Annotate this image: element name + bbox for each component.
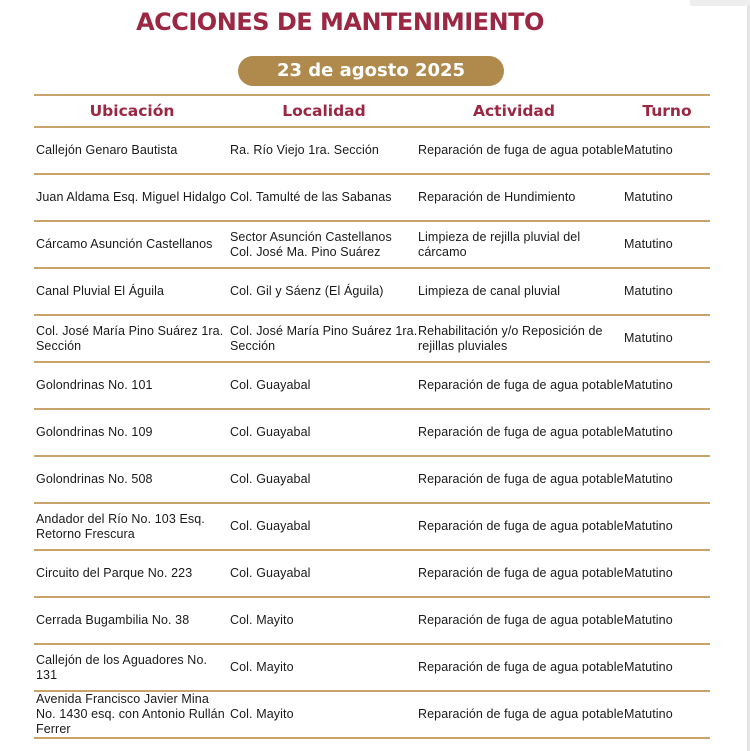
cell-turno: Matutino <box>624 190 673 204</box>
cell-actividad: Reparación de fuga de agua potable <box>418 472 624 486</box>
cell-turno: Matutino <box>624 237 673 251</box>
cell-ubicacion: Col. José María Pino Suárez 1ra. Sección <box>36 323 224 353</box>
cell-actividad: Rehabilitación y/o Reposición de rejillas pluviales <box>418 323 603 353</box>
cell-turno: Matutino <box>624 613 673 627</box>
cell-actividad: Reparación de fuga de agua potable <box>418 378 624 392</box>
cell-actividad: Reparación de fuga de agua potable <box>418 660 624 674</box>
cell-turno: Matutino <box>624 425 673 439</box>
cell-localidad: Col. Mayito <box>230 613 294 627</box>
cell-actividad: Reparación de Hundimiento <box>418 190 576 204</box>
table-row <box>34 692 710 737</box>
cell-turno: Matutino <box>624 660 673 674</box>
header-actividad: Actividad <box>473 101 555 120</box>
cell-localidad: Col. Gil y Sáenz (El Águila) <box>230 284 384 298</box>
cell-turno: Matutino <box>624 378 673 392</box>
cell-localidad: Col. Guayabal <box>230 566 311 580</box>
header-ubicacion: Ubicación <box>89 101 175 120</box>
cell-ubicacion: Cárcamo Asunción Castellanos <box>36 237 213 251</box>
cell-turno: Matutino <box>624 519 673 533</box>
page-title: ACCIONES DE MANTENIMIENTO <box>136 8 544 36</box>
cell-localidad: Col. Tamulté de las Sabanas <box>230 190 392 204</box>
table-row <box>34 504 710 549</box>
cell-ubicacion: Circuito del Parque No. 223 <box>36 566 193 580</box>
cell-localidad: Col. Guayabal <box>230 425 311 439</box>
cell-actividad: Limpieza de rejilla pluvial del cárcamo <box>418 229 581 259</box>
cell-turno: Matutino <box>624 707 673 721</box>
top-edge-shadow <box>690 0 750 6</box>
cell-ubicacion: Golondrinas No. 109 <box>36 425 153 439</box>
cell-localidad: Col. Guayabal <box>230 472 311 486</box>
cell-localidad: Col. José María Pino Suárez 1ra. Sección <box>230 323 418 353</box>
header-localidad: Localidad <box>282 101 366 120</box>
cell-actividad: Reparación de fuga de agua potable <box>418 566 624 580</box>
cell-turno: Matutino <box>624 566 673 580</box>
maintenance-table <box>34 94 710 739</box>
cell-turno: Matutino <box>624 143 673 157</box>
cell-ubicacion: Andador del Río No. 103 Esq. Retorno Frescura <box>36 511 205 541</box>
table-row <box>34 175 710 220</box>
table-row <box>34 551 710 596</box>
cell-ubicacion: Golondrinas No. 101 <box>36 378 153 392</box>
cell-actividad: Reparación de fuga de agua potable <box>418 143 624 157</box>
cell-ubicacion: Canal Pluvial El Águila <box>36 284 165 298</box>
table-row <box>34 363 710 408</box>
cell-turno: Matutino <box>624 472 673 486</box>
table-row <box>34 222 710 267</box>
cell-ubicacion: Callejón Genaro Bautista <box>36 143 178 157</box>
cell-actividad: Reparación de fuga de agua potable <box>418 613 624 627</box>
row-divider <box>34 737 710 739</box>
cell-localidad: Col. Guayabal <box>230 519 311 533</box>
cell-ubicacion: Avenida Francisco Javier Mina No. 1430 esq. con Antonio Rullán Ferrer <box>36 692 225 736</box>
table-row <box>34 410 710 455</box>
table-body <box>34 128 710 739</box>
table-header-row <box>34 96 710 126</box>
cell-ubicacion: Golondrinas No. 508 <box>36 472 153 486</box>
table-row <box>34 316 710 361</box>
cell-ubicacion: Cerrada Bugambilia No. 38 <box>36 613 190 627</box>
cell-actividad: Limpieza de canal pluvial <box>418 284 561 298</box>
cell-turno: Matutino <box>624 331 673 345</box>
table-row <box>34 269 710 314</box>
date-badge: 23 de agosto 2025 <box>238 56 504 86</box>
table-row <box>34 128 710 173</box>
cell-actividad: Reparación de fuga de agua potable <box>418 425 624 439</box>
table-row <box>34 598 710 643</box>
cell-localidad: Ra. Río Viejo 1ra. Sección <box>230 143 379 157</box>
cell-ubicacion: Callejón de los Aguadores No. 131 <box>36 652 208 682</box>
cell-actividad: Reparación de fuga de agua potable <box>418 707 624 721</box>
table-row <box>34 457 710 502</box>
cell-turno: Matutino <box>624 284 673 298</box>
cell-localidad: Col. Mayito <box>230 660 294 674</box>
cell-ubicacion: Juan Aldama Esq. Miguel Hidalgo <box>36 190 227 204</box>
table-row <box>34 645 710 690</box>
cell-localidad: Col. Mayito <box>230 707 294 721</box>
cell-actividad: Reparación de fuga de agua potable <box>418 519 624 533</box>
header-turno: Turno <box>642 101 692 120</box>
cell-localidad: Sector Asunción Castellanos Col. José Ma. Pino Suárez <box>230 229 392 259</box>
cell-localidad: Col. Guayabal <box>230 378 311 392</box>
